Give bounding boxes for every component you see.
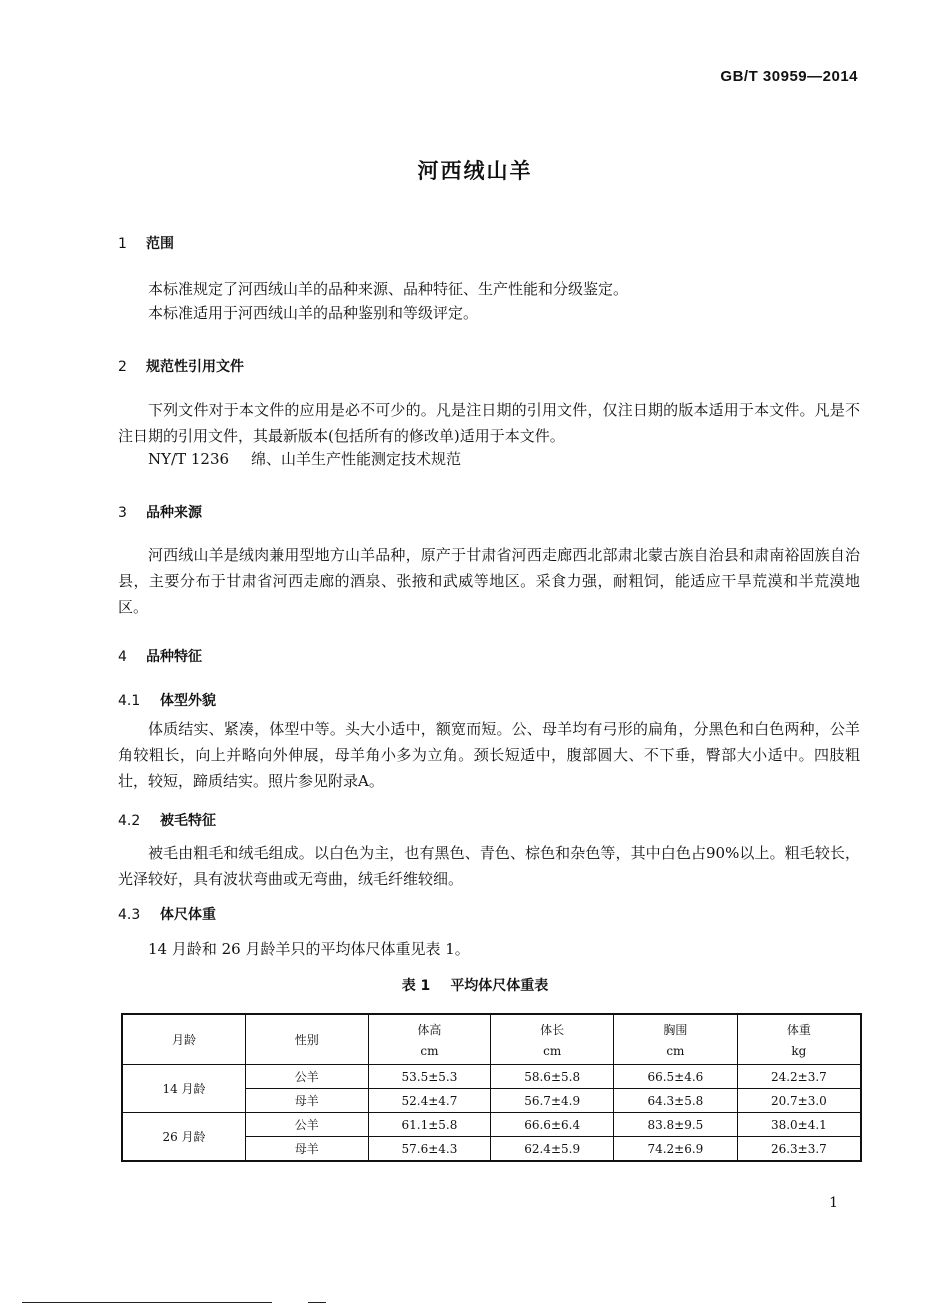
section-number: 2 [118,359,127,375]
section-number: 4.2 [118,813,141,829]
sex-cell: 母羊 [246,1137,369,1162]
header-length-label: 体长 [540,1023,565,1037]
length-cell: 62.4±5.9 [491,1137,614,1162]
section-title: 规范性引用文件 [146,359,244,375]
section-2-heading [118,356,244,376]
chest-cell: 83.8±9.5 [614,1113,738,1137]
length-cell: 56.7±4.9 [491,1089,614,1113]
section-title: 范围 [146,236,174,252]
header-length [491,1014,614,1065]
section-title: 品种特征 [146,649,202,665]
section-number: 4 [118,649,127,665]
header-chest-unit: cm [666,1044,685,1058]
height-cell: 61.1±5.8 [368,1113,491,1137]
age-cell: 26 月龄 [122,1113,246,1162]
breed-origin-paragraph: 河西绒山羊是绒肉兼用型地方山羊品种，原产于甘肃省河西走廊西北部肃北蒙古族自治县和肃南裕固族自治县，主要分布于甘肃省河西走廊的酒泉、张掖和武威等地区。采食力强，耐粗饲，能适应干旱荒漠和半荒漠地区。 [118,546,860,616]
weight-cell: 38.0±4.1 [737,1113,861,1137]
reference-entry [148,446,461,472]
header-height-unit: cm [420,1044,439,1058]
section-4-2-heading [118,810,216,830]
weight-cell: 24.2±3.7 [737,1065,861,1089]
coat-features-paragraph: 被毛由粗毛和绒毛组成。以白色为主，也有黑色、青色、棕色和杂色等，其中白色占90%以上。粗毛较长，光泽较好，具有波状弯曲或无弯曲，绒毛纤维较细。 [118,844,860,888]
sex-cell: 公羊 [246,1065,369,1089]
header-sex: 性别 [246,1014,369,1065]
table-caption [0,975,950,995]
section-title: 被毛特征 [160,813,216,829]
reference-title: 绵、山羊生产性能测定技术规范 [251,450,462,468]
header-height-label: 体高 [417,1023,442,1037]
table-caption-title: 平均体尺体重表 [450,978,549,994]
header-chest [614,1014,738,1065]
table-row [122,1065,861,1089]
table-row [122,1113,861,1137]
header-weight-label: 体重 [786,1023,811,1037]
chest-cell: 74.2±6.9 [614,1137,738,1162]
header-chest-label: 胸围 [663,1023,688,1037]
section-3-heading [118,502,202,522]
normative-references-paragraph: 下列文件对于本文件的应用是必不可少的。凡是注日期的引用文件，仅注日期的版本适用于本文件。凡是不注日期的引用文件，其最新版本(包括所有的修改单)适用于本文件。 [118,401,860,445]
chest-cell: 64.3±5.8 [614,1089,738,1113]
document-title: 河西绒山羊 [417,159,533,183]
height-cell: 57.6±4.3 [368,1137,491,1162]
section-title: 品种来源 [146,505,202,521]
section-number: 1 [118,236,127,252]
page-number: 1 [829,1195,838,1211]
header-length-unit: cm [543,1044,562,1058]
section-4-1-heading [118,690,216,710]
scope-line-1: 本标准规定了河西绒山羊的品种来源、品种特征、生产性能和分级鉴定。 [148,280,629,298]
weight-cell: 26.3±3.7 [737,1137,861,1162]
section-1-heading [118,233,174,253]
standard-code: GB/T 30959—2014 [720,68,858,85]
header-height [368,1014,491,1065]
height-cell: 53.5±5.3 [368,1065,491,1089]
header-weight [737,1014,861,1065]
sex-cell: 公羊 [246,1113,369,1137]
weight-cell: 20.7±3.0 [737,1089,861,1113]
age-cell: 14 月龄 [122,1065,246,1113]
footer-rule [22,1302,272,1303]
section-number: 4.1 [118,693,141,709]
table-caption-number: 表 1 [401,978,431,994]
table-header-row [122,1014,861,1065]
measurement-table [121,1013,862,1162]
length-cell: 58.6±5.8 [491,1065,614,1089]
section-number: 3 [118,505,127,521]
body-appearance-paragraph: 体质结实、紧凑，体型中等。头大小适中，额宽而短。公、母羊均有弓形的扁角，分黑色和白色两种，公羊角较粗长，向上并略向外伸展，母羊角小多为立角。颈长短适中，腹部圆大、不下垂，臀部大小适中。四肢粗壮，较短，蹄质结实。照片参见附录A。 [118,720,860,790]
chest-cell: 66.5±4.6 [614,1065,738,1089]
length-cell: 66.6±6.4 [491,1113,614,1137]
footer-rule-mark [308,1302,326,1303]
scope-line-2: 本标准适用于河西绒山羊的品种鉴别和等级评定。 [148,304,479,322]
table-intro-line: 14 月龄和 26 月龄羊只的平均体尺体重见表 1。 [148,940,470,958]
height-cell: 52.4±4.7 [368,1089,491,1113]
reference-code: NY/T 1236 [148,450,230,468]
section-number: 4.3 [118,907,141,923]
sex-cell: 母羊 [246,1089,369,1113]
section-title: 体尺体重 [160,907,216,923]
section-4-heading [118,646,202,666]
header-weight-unit: kg [791,1044,807,1058]
header-age: 月龄 [122,1014,246,1065]
section-title: 体型外貌 [160,693,216,709]
section-4-3-heading [118,904,216,924]
